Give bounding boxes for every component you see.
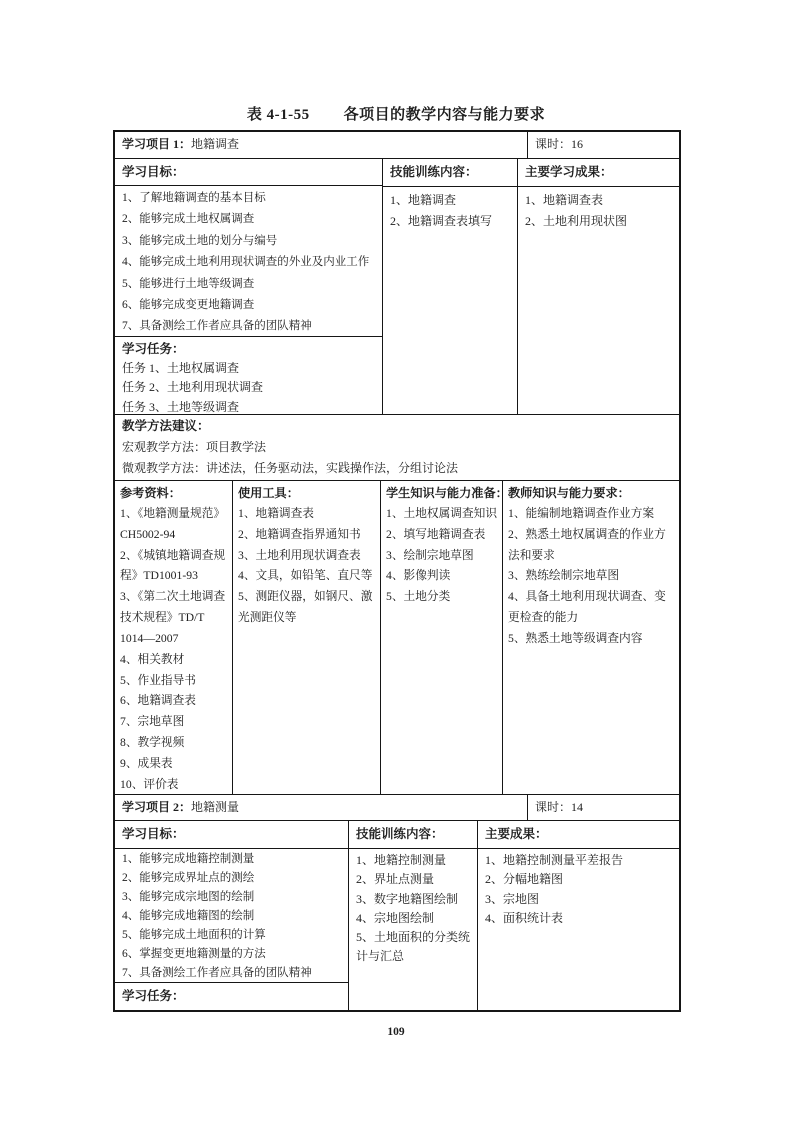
list-item: 6、能够完成变更地籍调查 xyxy=(122,299,255,312)
list-item: 2、《城镇地籍调查规程》TD1001-93 xyxy=(120,548,226,583)
project2-title-cell xyxy=(115,795,527,820)
project1-tasks-cell xyxy=(115,337,382,417)
project1-outcomes-column xyxy=(517,159,679,414)
list-item: 3、能够完成宗地图的绘制 xyxy=(122,891,255,903)
project2-outcomes-list xyxy=(478,849,679,928)
project1-outcomes-header: 主要学习成果： xyxy=(518,159,679,187)
project2-goals-list xyxy=(115,849,348,983)
teacher-req-list xyxy=(508,504,677,650)
list-item: 5、能够完成土地面积的计算 xyxy=(122,929,266,941)
list-item: 4、宗地图绘制 xyxy=(356,910,435,925)
list-item: 3、熟练绘制宗地草图 xyxy=(508,569,620,583)
list-item: 1、地籍调查表 xyxy=(525,193,604,207)
project1-goals-header: 学习目标： xyxy=(115,159,382,186)
list-item: 7、具备测绘工作者应具备的团队精神 xyxy=(122,320,312,333)
project2-title-row xyxy=(115,794,679,820)
project1-skills-column xyxy=(382,159,517,414)
list-item: 10、评价表 xyxy=(120,777,179,791)
project2-goals-header: 学习目标： xyxy=(115,821,348,849)
student-prep-column xyxy=(380,481,508,794)
list-item: 1、土地权属调查知识 xyxy=(386,506,498,520)
teaching-methods-list xyxy=(122,437,672,479)
project1-outcomes-list xyxy=(518,187,679,233)
list-item: 5、能够进行土地等级调查 xyxy=(122,277,255,290)
list-item: 2、能够完成土地权属调查 xyxy=(122,213,255,226)
project2-main-block xyxy=(115,820,679,1010)
list-item: 4、能够完成土地利用现状调查的外业及内业工作 xyxy=(122,256,370,269)
list-item: 5、测距仪器，如钢尺、激光测距仪等 xyxy=(238,590,373,625)
table-caption xyxy=(0,103,792,124)
project1-goals-column xyxy=(115,159,382,414)
student-prep-header: 学生知识与能力准备： xyxy=(386,486,508,500)
list-item: 1、地籍调查 xyxy=(390,193,457,207)
list-item: 5、土地面积的分类统计与汇总 xyxy=(356,930,471,964)
table-caption-number: 表 4-1-55 xyxy=(246,107,310,123)
list-item: 3、能够完成土地的划分与编号 xyxy=(122,234,278,247)
page-number: 109 xyxy=(387,1026,405,1038)
teaching-methods-cell xyxy=(115,414,679,480)
resources-block xyxy=(115,480,679,794)
list-item: 2、界址点测量 xyxy=(356,872,435,887)
list-item: 任务 2、土地利用现状调查 xyxy=(122,380,264,395)
tools-column xyxy=(232,481,380,794)
list-item: 1、地籍调查表 xyxy=(238,506,314,520)
project1-tasks-list xyxy=(122,359,378,417)
teaching-methods-header: 教学方法建议： xyxy=(122,419,210,433)
project1-tasks-header: 学习任务： xyxy=(122,342,185,356)
list-item: 任务 1、土地权属调查 xyxy=(122,361,240,376)
list-item: 7、具备测绘工作者应具备的团队精神 xyxy=(122,967,312,979)
project2-goals-column xyxy=(115,821,348,1010)
project1-title-value: 地籍调查 xyxy=(191,137,240,151)
list-item: 1、能编制地籍调查作业方案 xyxy=(508,506,655,520)
list-item: 4、具备土地利用现状调查、变更检查的能力 xyxy=(508,590,666,625)
list-item: 4、影像判读 xyxy=(386,569,451,583)
list-item: 2、地籍调查表填写 xyxy=(390,214,493,229)
list-item: 4、能够完成地籍图的绘制 xyxy=(122,910,255,922)
project1-main-block xyxy=(115,158,679,414)
list-item: 宏观教学方法：项目教学法 xyxy=(122,440,267,455)
project2-tasks-header: 学习任务： xyxy=(122,989,185,1003)
list-item: 1、地籍控制测量平差报告 xyxy=(485,853,624,867)
project2-outcomes-header: 主要成果： xyxy=(478,821,679,849)
tools-list xyxy=(238,504,378,629)
teacher-req-header: 教师知识与能力要求： xyxy=(508,486,630,500)
list-item: 3、数字地籍图绘制 xyxy=(356,891,459,906)
project2-skills-header: 技能训练内容： xyxy=(349,821,477,849)
list-item: 1、能够完成地籍控制测量 xyxy=(122,853,255,865)
list-item: 3、《第二次土地调查技术规程》TD/T 1014—2007 xyxy=(120,590,226,645)
list-item: 2、填写地籍调查表 xyxy=(386,527,486,541)
list-item: 微观教学方法：讲述法，任务驱动法，实践操作法，分组讨论法 xyxy=(122,461,459,476)
project1-skills-header: 技能训练内容： xyxy=(383,159,517,187)
list-item: 1、了解地籍调查的基本目标 xyxy=(122,192,266,204)
list-item: 9、成果表 xyxy=(120,756,173,770)
list-item: 2、土地利用现状图 xyxy=(525,214,628,229)
list-item: 4、相关教材 xyxy=(120,652,185,666)
project1-skills-list xyxy=(383,187,517,233)
project2-skills-column xyxy=(348,821,477,1010)
project2-hours-cell: 课时：14 xyxy=(527,795,679,820)
list-item: 8、教学视频 xyxy=(120,736,185,750)
project1-goals-list xyxy=(115,186,382,337)
list-item: 4、面积统计表 xyxy=(485,910,564,925)
list-item: 7、宗地草图 xyxy=(120,715,185,729)
project1-title-label: 学习项目 1： xyxy=(122,137,192,151)
list-item: 5、作业指导书 xyxy=(120,673,196,687)
project1-title-row xyxy=(115,132,679,158)
list-item: 1、《地籍测量规范》CH5002-94 xyxy=(120,506,226,541)
list-item: 4、文具，如铅笔、直尺等 xyxy=(238,569,373,583)
references-column xyxy=(115,481,232,794)
list-item: 1、地籍控制测量 xyxy=(356,853,447,867)
list-item: 6、掌握变更地籍测量的方法 xyxy=(122,948,266,960)
project2-tasks-cell xyxy=(115,983,348,1010)
list-item: 任务 3、土地等级调查 xyxy=(122,399,240,414)
project2-skills-list xyxy=(349,849,477,967)
list-item: 2、能够完成界址点的测绘 xyxy=(122,872,255,884)
list-item: 3、宗地图 xyxy=(485,891,540,906)
references-list xyxy=(120,504,230,796)
list-item: 5、土地分类 xyxy=(386,590,451,604)
references-header: 参考资料： xyxy=(120,486,181,500)
list-item: 2、地籍调查指界通知书 xyxy=(238,527,361,541)
list-item: 2、分幅地籍图 xyxy=(485,872,564,887)
project2-title-label: 学习项目 2： xyxy=(122,800,192,814)
teacher-req-column xyxy=(502,481,679,794)
project2-outcomes-column xyxy=(477,821,679,1010)
student-prep-list xyxy=(386,504,500,608)
project2-title-value: 地籍测量 xyxy=(191,800,240,814)
table-caption-title: 各项目的教学内容与能力要求 xyxy=(343,107,546,123)
list-item: 3、土地利用现状调查表 xyxy=(238,548,361,562)
project1-title-cell xyxy=(115,132,527,158)
teaching-requirements-table xyxy=(113,130,681,1012)
list-item: 6、地籍调查表 xyxy=(120,694,196,708)
tools-header: 使用工具： xyxy=(238,486,299,500)
list-item: 3、绘制宗地草图 xyxy=(386,548,474,562)
project1-hours-cell: 课时：16 xyxy=(527,132,679,158)
list-item: 5、熟悉土地等级调查内容 xyxy=(508,631,643,645)
list-item: 2、熟悉土地权属调查的作业方法和要求 xyxy=(508,527,666,562)
